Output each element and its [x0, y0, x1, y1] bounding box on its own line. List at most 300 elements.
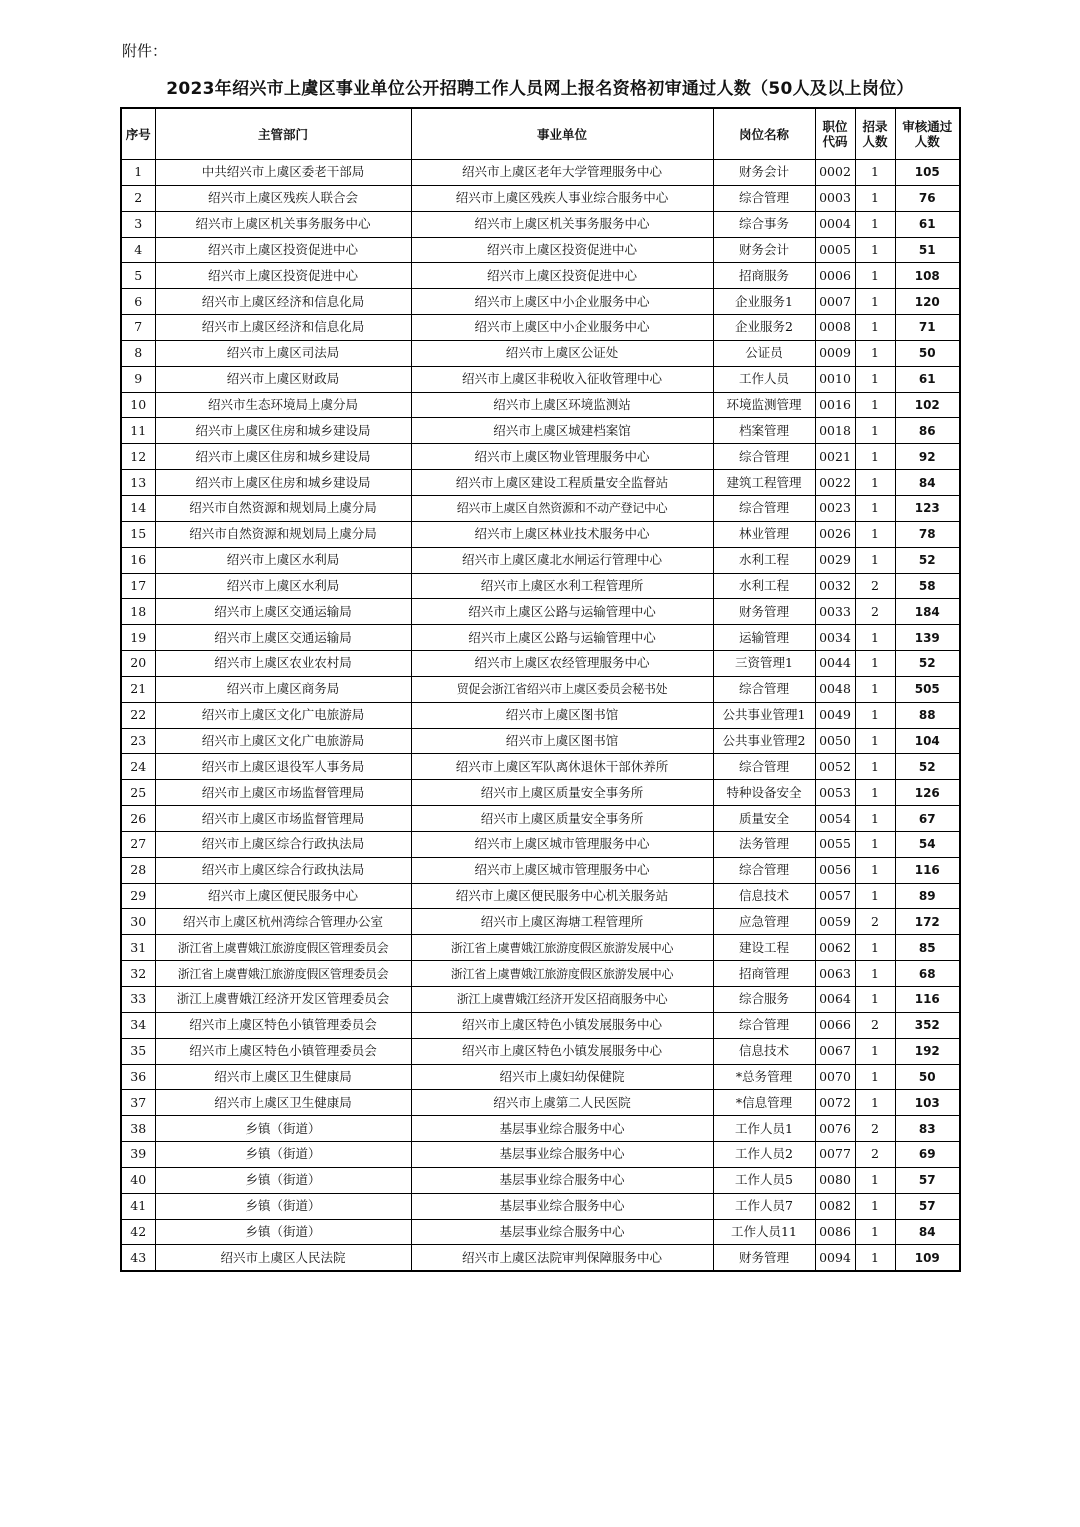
table-row	[121, 1219, 960, 1245]
cell-quota: 1	[855, 418, 895, 444]
cell-passed: 92	[895, 444, 960, 470]
cell-passed: 78	[895, 521, 960, 547]
cell-passed: 83	[895, 1116, 960, 1142]
table-row	[121, 1064, 960, 1090]
cell-no: 17	[121, 573, 155, 599]
cell-code: 0057	[815, 883, 855, 909]
table-row	[121, 418, 960, 444]
cell-dept: 绍兴市上虞区机关事务服务中心	[155, 211, 411, 237]
cell-quota: 1	[855, 935, 895, 961]
cell-unit: 基层事业综合服务中心	[411, 1142, 713, 1168]
table-row	[121, 754, 960, 780]
cell-passed: 103	[895, 1090, 960, 1116]
cell-code: 0007	[815, 289, 855, 315]
cell-code: 0016	[815, 392, 855, 418]
cell-unit: 绍兴市上虞区林业技术服务中心	[411, 521, 713, 547]
cell-unit: 绍兴市上虞区建设工程质量安全监督站	[411, 470, 713, 496]
cell-passed: 123	[895, 495, 960, 521]
cell-dept: 乡镇（街道）	[155, 1142, 411, 1168]
cell-no: 34	[121, 1012, 155, 1038]
attachment-label: 附件：	[122, 42, 168, 60]
cell-quota: 1	[855, 392, 895, 418]
table-row	[121, 1167, 960, 1193]
cell-quota: 1	[855, 806, 895, 832]
cell-code: 0032	[815, 573, 855, 599]
cell-no: 8	[121, 340, 155, 366]
cell-no: 35	[121, 1038, 155, 1064]
cell-quota: 1	[855, 1038, 895, 1064]
cell-passed: 120	[895, 289, 960, 315]
cell-quota: 1	[855, 728, 895, 754]
cell-dept: 绍兴市上虞区人民法院	[155, 1245, 411, 1271]
cell-dept: 绍兴市上虞区特色小镇管理委员会	[155, 1038, 411, 1064]
results-table	[120, 107, 961, 1272]
cell-no: 30	[121, 909, 155, 935]
cell-code: 0003	[815, 185, 855, 211]
table-row	[121, 728, 960, 754]
table-header-row	[121, 108, 960, 160]
cell-passed: 104	[895, 728, 960, 754]
table-row	[121, 961, 960, 987]
cell-code: 0004	[815, 211, 855, 237]
cell-post: 企业服务2	[713, 315, 815, 341]
cell-unit: 绍兴市上虞区军队离休退休干部休养所	[411, 754, 713, 780]
cell-passed: 505	[895, 676, 960, 702]
cell-no: 26	[121, 806, 155, 832]
cell-post: 档案管理	[713, 418, 815, 444]
cell-post: 三资管理1	[713, 651, 815, 677]
cell-quota: 1	[855, 470, 895, 496]
table-row	[121, 289, 960, 315]
table-row	[121, 1116, 960, 1142]
table-row	[121, 625, 960, 651]
cell-dept: 绍兴市上虞区经济和信息化局	[155, 289, 411, 315]
cell-dept: 绍兴市上虞区杭州湾综合管理办公室	[155, 909, 411, 935]
table-row	[121, 470, 960, 496]
cell-no: 27	[121, 831, 155, 857]
cell-unit: 基层事业综合服务中心	[411, 1219, 713, 1245]
cell-code: 0053	[815, 780, 855, 806]
cell-code: 0062	[815, 935, 855, 961]
cell-post: 综合管理	[713, 495, 815, 521]
cell-passed: 52	[895, 651, 960, 677]
cell-passed: 192	[895, 1038, 960, 1064]
cell-unit: 绍兴市上虞区投资促进中心	[411, 263, 713, 289]
cell-post: 财务会计	[713, 237, 815, 263]
cell-passed: 51	[895, 237, 960, 263]
cell-code: 0023	[815, 495, 855, 521]
cell-dept: 绍兴市生态环境局上虞分局	[155, 392, 411, 418]
header-passed-line1: 审核通过	[902, 119, 953, 134]
cell-no: 32	[121, 961, 155, 987]
cell-quota: 1	[855, 961, 895, 987]
table-row	[121, 315, 960, 341]
cell-code: 0033	[815, 599, 855, 625]
table-body	[121, 160, 960, 1272]
cell-unit: 贸促会浙江省绍兴市上虞区委员会秘书处	[411, 676, 713, 702]
cell-unit: 绍兴市上虞区环境监测站	[411, 392, 713, 418]
cell-no: 5	[121, 263, 155, 289]
cell-code: 0063	[815, 961, 855, 987]
table-row	[121, 237, 960, 263]
cell-unit: 绍兴市上虞区农经管理服务中心	[411, 651, 713, 677]
cell-unit: 绍兴市上虞妇幼保健院	[411, 1064, 713, 1090]
cell-quota: 1	[855, 831, 895, 857]
cell-unit: 绍兴市上虞区物业管理服务中心	[411, 444, 713, 470]
table-row	[121, 185, 960, 211]
cell-quota: 1	[855, 211, 895, 237]
cell-code: 0080	[815, 1167, 855, 1193]
cell-dept: 绍兴市上虞区住房和城乡建设局	[155, 418, 411, 444]
header-code-line2: 代码	[822, 134, 848, 149]
header-dept: 主管部门	[155, 108, 411, 160]
table-row	[121, 366, 960, 392]
cell-quota: 1	[855, 1193, 895, 1219]
table-row	[121, 935, 960, 961]
cell-post: 综合管理	[713, 676, 815, 702]
cell-passed: 50	[895, 1064, 960, 1090]
cell-passed: 85	[895, 935, 960, 961]
cell-code: 0070	[815, 1064, 855, 1090]
cell-no: 24	[121, 754, 155, 780]
cell-quota: 1	[855, 263, 895, 289]
cell-passed: 69	[895, 1142, 960, 1168]
cell-passed: 102	[895, 392, 960, 418]
cell-post: 公共事业管理1	[713, 702, 815, 728]
cell-quota: 1	[855, 521, 895, 547]
header-quota-line2: 人数	[862, 134, 888, 149]
cell-quota: 1	[855, 883, 895, 909]
cell-dept: 乡镇（街道）	[155, 1219, 411, 1245]
cell-post: 建筑工程管理	[713, 470, 815, 496]
cell-no: 15	[121, 521, 155, 547]
cell-dept: 绍兴市上虞区交通运输局	[155, 625, 411, 651]
cell-code: 0010	[815, 366, 855, 392]
cell-no: 2	[121, 185, 155, 211]
cell-passed: 88	[895, 702, 960, 728]
cell-dept: 绍兴市上虞区卫生健康局	[155, 1064, 411, 1090]
cell-dept: 绍兴市上虞区水利局	[155, 547, 411, 573]
cell-code: 0044	[815, 651, 855, 677]
cell-quota: 1	[855, 857, 895, 883]
cell-unit: 绍兴市上虞区老年大学管理服务中心	[411, 160, 713, 186]
cell-unit: 基层事业综合服务中心	[411, 1167, 713, 1193]
cell-post: 招商管理	[713, 961, 815, 987]
cell-no: 19	[121, 625, 155, 651]
cell-code: 0054	[815, 806, 855, 832]
cell-post: 招商服务	[713, 263, 815, 289]
cell-no: 31	[121, 935, 155, 961]
cell-unit: 绍兴市上虞区图书馆	[411, 702, 713, 728]
cell-unit: 绍兴市上虞区虞北水闸运行管理中心	[411, 547, 713, 573]
cell-code: 0009	[815, 340, 855, 366]
cell-no: 18	[121, 599, 155, 625]
cell-post: 法务管理	[713, 831, 815, 857]
cell-unit: 基层事业综合服务中心	[411, 1193, 713, 1219]
cell-passed: 52	[895, 547, 960, 573]
header-code-line1: 职位	[822, 119, 848, 134]
cell-unit: 绍兴市上虞区法院审判保障服务中心	[411, 1245, 713, 1271]
cell-dept: 绍兴市上虞区财政局	[155, 366, 411, 392]
table-row	[121, 1012, 960, 1038]
cell-no: 11	[121, 418, 155, 444]
cell-post: 公共事业管理2	[713, 728, 815, 754]
cell-code: 0008	[815, 315, 855, 341]
cell-code: 0064	[815, 987, 855, 1013]
cell-unit: 绍兴市上虞区投资促进中心	[411, 237, 713, 263]
cell-quota: 1	[855, 651, 895, 677]
header-post: 岗位名称	[713, 108, 815, 160]
cell-unit: 绍兴市上虞区公路与运输管理中心	[411, 625, 713, 651]
cell-post: 工作人员5	[713, 1167, 815, 1193]
cell-dept: 绍兴市上虞区文化广电旅游局	[155, 728, 411, 754]
cell-unit: 绍兴市上虞区城市管理服务中心	[411, 857, 713, 883]
cell-no: 41	[121, 1193, 155, 1219]
cell-dept: 中共绍兴市上虞区委老干部局	[155, 160, 411, 186]
cell-quota: 1	[855, 1245, 895, 1271]
cell-quota: 1	[855, 340, 895, 366]
cell-dept: 绍兴市上虞区水利局	[155, 573, 411, 599]
cell-passed: 109	[895, 1245, 960, 1271]
cell-dept: 乡镇（街道）	[155, 1167, 411, 1193]
cell-code: 0052	[815, 754, 855, 780]
cell-no: 21	[121, 676, 155, 702]
cell-post: 工作人员7	[713, 1193, 815, 1219]
cell-post: 综合事务	[713, 211, 815, 237]
cell-post: 综合服务	[713, 987, 815, 1013]
cell-passed: 71	[895, 315, 960, 341]
cell-post: 工作人员1	[713, 1116, 815, 1142]
header-passed	[895, 108, 960, 160]
cell-quota: 1	[855, 780, 895, 806]
cell-post: 建设工程	[713, 935, 815, 961]
cell-post: 运输管理	[713, 625, 815, 651]
table-row	[121, 806, 960, 832]
table-row	[121, 1090, 960, 1116]
cell-post: 公证员	[713, 340, 815, 366]
table-row	[121, 521, 960, 547]
cell-code: 0018	[815, 418, 855, 444]
cell-passed: 108	[895, 263, 960, 289]
header-code	[815, 108, 855, 160]
table-row	[121, 702, 960, 728]
cell-code: 0021	[815, 444, 855, 470]
cell-unit: 绍兴市上虞区机关事务服务中心	[411, 211, 713, 237]
header-unit: 事业单位	[411, 108, 713, 160]
cell-code: 0076	[815, 1116, 855, 1142]
cell-passed: 52	[895, 754, 960, 780]
table-row	[121, 160, 960, 186]
table-row	[121, 495, 960, 521]
cell-unit: 绍兴市上虞区城市管理服务中心	[411, 831, 713, 857]
cell-code: 0002	[815, 160, 855, 186]
cell-code: 0094	[815, 1245, 855, 1271]
cell-dept: 绍兴市上虞区市场监督管理局	[155, 806, 411, 832]
cell-no: 39	[121, 1142, 155, 1168]
cell-passed: 352	[895, 1012, 960, 1038]
cell-unit: 绍兴市上虞区质量安全事务所	[411, 780, 713, 806]
cell-post: 企业服务1	[713, 289, 815, 315]
cell-code: 0072	[815, 1090, 855, 1116]
cell-quota: 1	[855, 366, 895, 392]
cell-no: 37	[121, 1090, 155, 1116]
cell-dept: 浙江省上虞曹娥江旅游度假区管理委员会	[155, 961, 411, 987]
cell-quota: 1	[855, 1167, 895, 1193]
cell-dept: 绍兴市自然资源和规划局上虞分局	[155, 521, 411, 547]
cell-post: 质量安全	[713, 806, 815, 832]
cell-post: 环境监测管理	[713, 392, 815, 418]
cell-post: 综合管理	[713, 754, 815, 780]
cell-post: 林业管理	[713, 521, 815, 547]
cell-passed: 67	[895, 806, 960, 832]
cell-post: 信息技术	[713, 1038, 815, 1064]
table-row	[121, 651, 960, 677]
cell-no: 1	[121, 160, 155, 186]
cell-code: 0006	[815, 263, 855, 289]
cell-no: 3	[121, 211, 155, 237]
cell-quota: 2	[855, 1116, 895, 1142]
cell-passed: 76	[895, 185, 960, 211]
cell-code: 0034	[815, 625, 855, 651]
cell-dept: 乡镇（街道）	[155, 1193, 411, 1219]
table-row	[121, 573, 960, 599]
cell-quota: 1	[855, 444, 895, 470]
cell-quota: 1	[855, 676, 895, 702]
cell-quota: 2	[855, 599, 895, 625]
cell-dept: 绍兴市上虞区便民服务中心	[155, 883, 411, 909]
table-row	[121, 883, 960, 909]
table-row	[121, 831, 960, 857]
table-row	[121, 1193, 960, 1219]
cell-no: 20	[121, 651, 155, 677]
cell-quota: 2	[855, 1012, 895, 1038]
table-row	[121, 987, 960, 1013]
cell-dept: 浙江上虞曹娥江经济开发区管理委员会	[155, 987, 411, 1013]
header-quota	[855, 108, 895, 160]
cell-post: *总务管理	[713, 1064, 815, 1090]
cell-no: 6	[121, 289, 155, 315]
cell-passed: 126	[895, 780, 960, 806]
cell-no: 22	[121, 702, 155, 728]
cell-quota: 1	[855, 237, 895, 263]
cell-dept: 绍兴市上虞区交通运输局	[155, 599, 411, 625]
cell-no: 10	[121, 392, 155, 418]
cell-quota: 1	[855, 625, 895, 651]
cell-quota: 2	[855, 573, 895, 599]
cell-no: 13	[121, 470, 155, 496]
cell-quota: 1	[855, 702, 895, 728]
table-row	[121, 1245, 960, 1271]
cell-quota: 1	[855, 987, 895, 1013]
cell-post: 水利工程	[713, 547, 815, 573]
table-row	[121, 1142, 960, 1168]
cell-quota: 1	[855, 495, 895, 521]
cell-unit: 绍兴市上虞区非税收入征收管理中心	[411, 366, 713, 392]
table-row	[121, 340, 960, 366]
table-row	[121, 1038, 960, 1064]
cell-no: 4	[121, 237, 155, 263]
table-row	[121, 392, 960, 418]
cell-dept: 乡镇（街道）	[155, 1116, 411, 1142]
cell-unit: 绍兴市上虞区图书馆	[411, 728, 713, 754]
cell-no: 40	[121, 1167, 155, 1193]
cell-quota: 1	[855, 289, 895, 315]
cell-unit: 浙江上虞曹娥江经济开发区招商服务中心	[411, 987, 713, 1013]
cell-no: 33	[121, 987, 155, 1013]
cell-unit: 基层事业综合服务中心	[411, 1116, 713, 1142]
cell-post: 水利工程	[713, 573, 815, 599]
cell-no: 29	[121, 883, 155, 909]
cell-unit: 绍兴市上虞区残疾人事业综合服务中心	[411, 185, 713, 211]
cell-dept: 绍兴市上虞区住房和城乡建设局	[155, 444, 411, 470]
cell-post: 特种设备安全	[713, 780, 815, 806]
cell-passed: 184	[895, 599, 960, 625]
cell-dept: 绍兴市上虞区司法局	[155, 340, 411, 366]
table-row	[121, 909, 960, 935]
cell-dept: 绍兴市上虞区特色小镇管理委员会	[155, 1012, 411, 1038]
cell-dept: 绍兴市上虞区住房和城乡建设局	[155, 470, 411, 496]
cell-dept: 绍兴市上虞区投资促进中心	[155, 263, 411, 289]
cell-no: 9	[121, 366, 155, 392]
cell-passed: 84	[895, 470, 960, 496]
cell-passed: 116	[895, 857, 960, 883]
cell-passed: 61	[895, 211, 960, 237]
cell-dept: 浙江省上虞曹娥江旅游度假区管理委员会	[155, 935, 411, 961]
cell-dept: 绍兴市上虞区文化广电旅游局	[155, 702, 411, 728]
cell-no: 16	[121, 547, 155, 573]
cell-code: 0055	[815, 831, 855, 857]
cell-post: 财务会计	[713, 160, 815, 186]
header-no: 序号	[121, 108, 155, 160]
cell-passed: 172	[895, 909, 960, 935]
cell-quota: 1	[855, 1090, 895, 1116]
cell-dept: 绍兴市上虞区综合行政执法局	[155, 831, 411, 857]
cell-unit: 绍兴市上虞第二人民医院	[411, 1090, 713, 1116]
cell-no: 14	[121, 495, 155, 521]
cell-post: 工作人员2	[713, 1142, 815, 1168]
table-row	[121, 211, 960, 237]
cell-dept: 绍兴市上虞区农业农村局	[155, 651, 411, 677]
cell-no: 38	[121, 1116, 155, 1142]
cell-dept: 绍兴市自然资源和规划局上虞分局	[155, 495, 411, 521]
cell-unit: 绍兴市上虞区特色小镇发展服务中心	[411, 1012, 713, 1038]
cell-code: 0077	[815, 1142, 855, 1168]
cell-post: 信息技术	[713, 883, 815, 909]
cell-quota: 1	[855, 1219, 895, 1245]
cell-quota: 1	[855, 1064, 895, 1090]
cell-unit: 绍兴市上虞区城建档案馆	[411, 418, 713, 444]
cell-post: 综合管理	[713, 444, 815, 470]
cell-unit: 绍兴市上虞区便民服务中心机关服务站	[411, 883, 713, 909]
cell-post: *信息管理	[713, 1090, 815, 1116]
cell-passed: 116	[895, 987, 960, 1013]
cell-post: 综合管理	[713, 185, 815, 211]
cell-code: 0086	[815, 1219, 855, 1245]
cell-passed: 139	[895, 625, 960, 651]
cell-unit: 浙江省上虞曹娥江旅游度假区旅游发展中心	[411, 935, 713, 961]
header-passed-line2: 人数	[914, 134, 940, 149]
cell-unit: 绍兴市上虞区水利工程管理所	[411, 573, 713, 599]
cell-post: 财务管理	[713, 1245, 815, 1271]
table-row	[121, 780, 960, 806]
cell-unit: 绍兴市上虞区公路与运输管理中心	[411, 599, 713, 625]
cell-code: 0022	[815, 470, 855, 496]
cell-passed: 84	[895, 1219, 960, 1245]
cell-unit: 绍兴市上虞区自然资源和不动产登记中心	[411, 495, 713, 521]
cell-passed: 61	[895, 366, 960, 392]
cell-quota: 2	[855, 1142, 895, 1168]
cell-dept: 绍兴市上虞区市场监督管理局	[155, 780, 411, 806]
